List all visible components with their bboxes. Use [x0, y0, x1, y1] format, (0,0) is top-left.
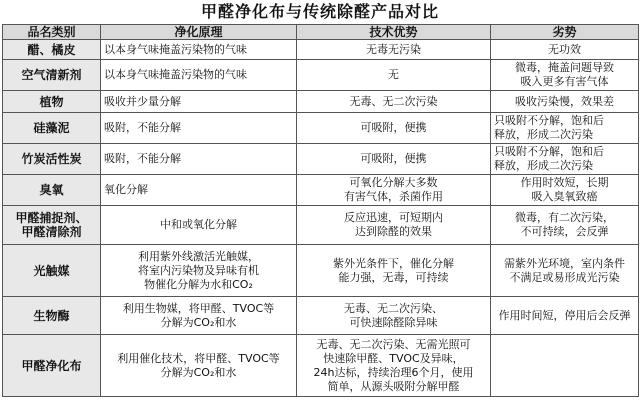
row-advantage: 无毒、无二次污染、 可快速除醛除异味	[297, 297, 491, 335]
row-principle: 吸附，不能分解	[101, 113, 297, 144]
row-advantage: 无	[297, 60, 491, 91]
row-advantage: 可氧化分解大多数 有害气体，杀菌作用	[297, 175, 491, 206]
row-principle: 以本身气味掩盖污染物的气味	[101, 60, 297, 91]
row-disadvantage: 无功效	[491, 40, 639, 60]
header-disadvantage: 劣势	[491, 25, 639, 40]
row-principle: 吸收并少量分解	[101, 91, 297, 113]
row-disadvantage: 作用时效短，长期 吸入臭氧致癌	[491, 175, 639, 206]
row-advantage: 紫外光条件下，催化分解 能力强，无毒，可持续	[297, 245, 491, 297]
row-principle: 吸附，不能分解	[101, 144, 297, 175]
row-name: 硅藻泥	[3, 113, 101, 144]
row-advantage: 无毒无污染	[297, 40, 491, 60]
row-disadvantage: 只吸附不分解，饱和后 释放，形成二次污染	[491, 113, 639, 144]
row-principle: 利用生物媒，将甲醛、TVOC等 分解为CO₂和水	[101, 297, 297, 335]
row-advantage: 可吸附，便携	[297, 144, 491, 175]
row-disadvantage: 微毒，掩盖问题导致 吸入更多有害气体	[491, 60, 639, 91]
header-advantage: 技术优势	[297, 25, 491, 40]
table-row	[3, 175, 639, 206]
row-name: 醋、橘皮	[3, 40, 101, 60]
row-name: 光触媒	[3, 245, 101, 297]
row-principle: 利用紫外线激活光触媒， 将室内污染物及异味有机 物催化分解为水和CO₂	[101, 245, 297, 297]
row-name: 甲醛净化布	[3, 335, 101, 397]
row-name: 竹炭活性炭	[3, 144, 101, 175]
row-disadvantage: 需紫外光环境，室内条件 不满足或易形成光污染	[491, 245, 639, 297]
row-name: 臭氧	[3, 175, 101, 206]
table-row	[3, 335, 639, 397]
page-title: 甲醛净化布与传统除醛产品对比	[200, 2, 439, 21]
table-row	[3, 91, 639, 113]
table-row	[3, 144, 639, 175]
row-advantage: 反应迅速，可短期内 达到除醛的效果	[297, 206, 491, 245]
row-advantage: 无毒、无二次污染	[297, 91, 491, 113]
row-disadvantage: 吸收污染慢，效果差	[491, 91, 639, 113]
header-category: 品名类别	[3, 25, 101, 40]
row-name: 甲醛捕捉剂、 甲醛清除剂	[3, 206, 101, 245]
table-row	[3, 297, 639, 335]
row-advantage: 无毒、无二次污染、无需光照可 快速除甲醛、TVOC及异味， 24h达标，持续治理6个月，使用 简单，从源头吸附分解甲醛	[297, 335, 491, 397]
row-advantage: 可吸附，便携	[297, 113, 491, 144]
row-disadvantage: 作用时间短，停用后会反弹	[491, 297, 639, 335]
row-principle: 氧化分解	[101, 175, 297, 206]
comparison-table	[2, 24, 639, 397]
row-principle: 以本身气味掩盖污染物的气味	[101, 40, 297, 60]
row-disadvantage: 微毒，有二次污染， 不可持续，会反弹	[491, 206, 639, 245]
row-disadvantage: 只吸附不分解，饱和后 释放，形成二次污染	[491, 144, 639, 175]
row-name: 生物酶	[3, 297, 101, 335]
table-row	[3, 60, 639, 91]
table-row	[3, 206, 639, 245]
header-principle: 净化原理	[101, 25, 297, 40]
row-name: 植物	[3, 91, 101, 113]
row-disadvantage	[491, 335, 639, 397]
row-principle: 利用催化技术，将甲醛、TVOC等 分解为CO₂和水	[101, 335, 297, 397]
table-row	[3, 113, 639, 144]
table-row	[3, 245, 639, 297]
row-name: 空气清新剂	[3, 60, 101, 91]
header-row	[3, 25, 639, 40]
table-row	[3, 40, 639, 60]
row-principle: 中和或氧化分解	[101, 206, 297, 245]
